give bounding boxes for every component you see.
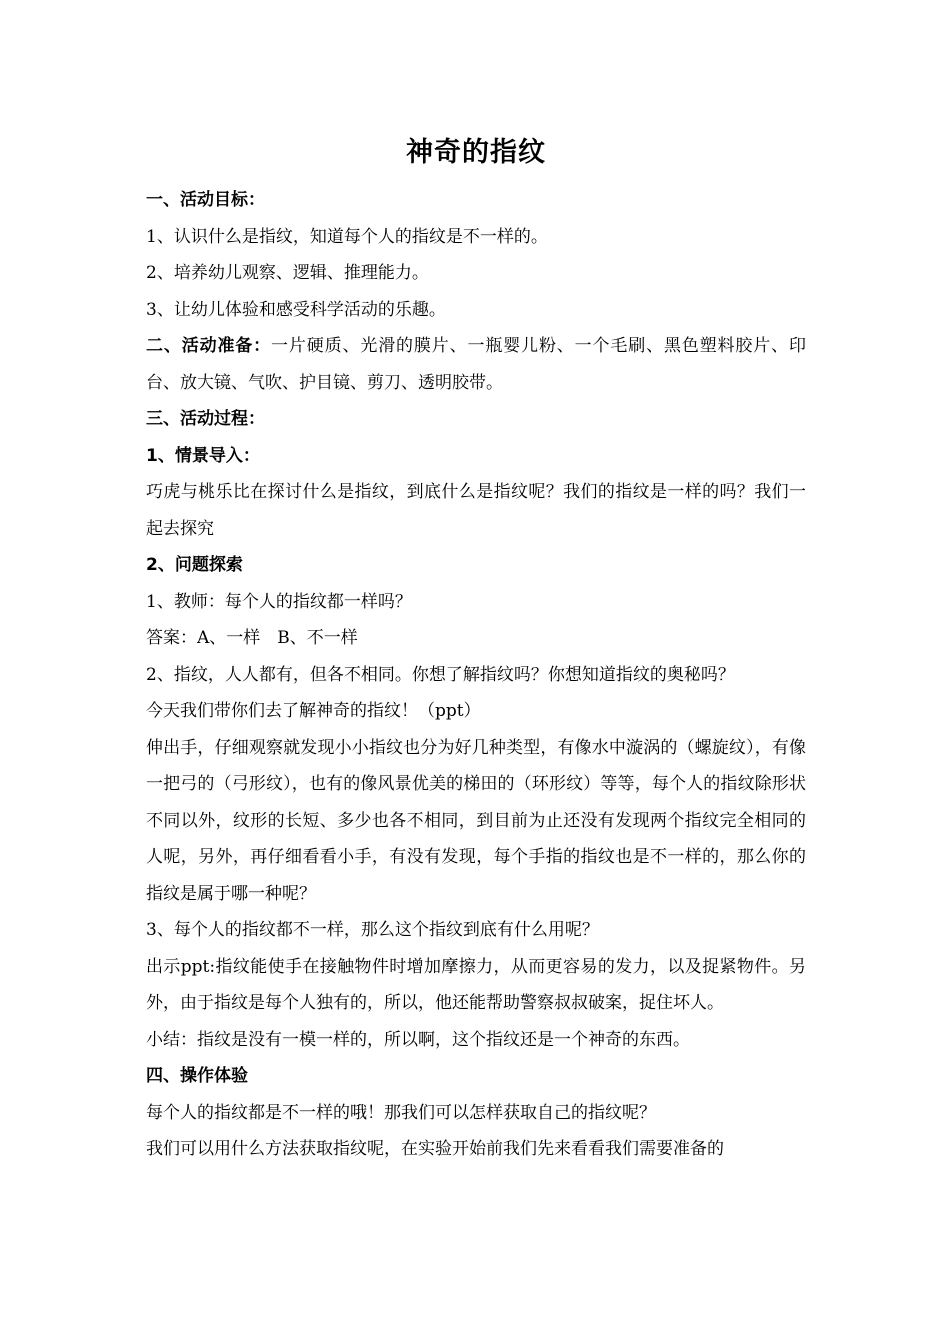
operation-line: 每个人的指纹都是不一样的哦！那我们可以怎样获取自己的指纹呢？ xyxy=(146,1102,656,1123)
intro-paragraph: 巧虎与桃乐比在探讨什么是指纹，到底什么是指纹呢？我们的指纹是一样的吗？我们一起去探究 xyxy=(146,482,806,539)
section-heading-goals: 一、活动目标： xyxy=(146,190,265,210)
answer-options: 答案：A、一样 B、不一样 xyxy=(146,628,358,648)
question-3: 3、每个人的指纹都不一样，那么这个指纹到底有什么用呢？ xyxy=(146,920,599,940)
section-heading-operation: 四、操作体验 xyxy=(146,1066,248,1086)
goal-item: 2、培养幼儿观察、逻辑、推理能力。 xyxy=(146,263,429,283)
question-2: 2、指纹，人人都有，但各不相同。你想了解指纹吗？你想知道指纹的奥秘吗？ xyxy=(146,664,735,685)
fingerprint-use-paragraph: 出示ppt:指纹能使手在接触物件时增加摩擦力，从而更容易的发力，以及捉紧物件。另外，由于指纹是每个人独有的，所以，他还能帮助警察叔叔破案，捉住坏人。 xyxy=(146,956,806,1013)
preparation-text: 一片硬质、光滑的膜片、一瓶婴儿粉、一个毛刷、黑色塑料胶片、印台、放大镜、气吹、护目镜、剪刀、透明胶带。 xyxy=(146,336,807,393)
fingerprint-types-paragraph: 伸出手，仔细观察就发现小小指纹也分为好几种类型，有像水中漩涡的（螺旋纹），有像一把弓的（弓形纹），也有的像风景优美的梯田的（环形纹）等等，每个人的指纹除形状不同以外，纹形的长短、多少也各不相同，到目前为止还没有发现两个指纹完全相同的人呢，另外，再仔细看看小手，有没有发现，每个手指的指纹也是不一样的，那么你的指纹是属于哪一种呢？ xyxy=(146,737,806,904)
document-title: 神奇的指纹 xyxy=(406,137,546,168)
question-1: 1、教师：每个人的指纹都一样吗？ xyxy=(146,591,412,612)
goal-item: 1、认识什么是指纹，知道每个人的指纹是不一样的。 xyxy=(146,226,548,247)
document-page xyxy=(146,128,806,1168)
preparation-paragraph xyxy=(146,328,806,401)
section-heading-preparation: 二、活动准备： xyxy=(146,336,272,356)
subheading-intro: 1、情景导入： xyxy=(146,445,260,466)
goal-item: 3、让幼儿体验和感受科学活动的乐趣。 xyxy=(146,299,446,320)
question-2-continued: 今天我们带你们去了解神奇的指纹！（ppt） xyxy=(146,701,481,721)
summary-line: 小结：指纹是没有一模一样的，所以啊，这个指纹还是一个神奇的东西。 xyxy=(146,1029,690,1050)
operation-line: 我们可以用什么方法获取指纹呢，在实验开始前我们先来看看我们需要准备的 xyxy=(146,1139,724,1159)
subheading-exploration: 2、问题探索 xyxy=(146,555,243,575)
section-heading-process: 三、活动过程： xyxy=(146,409,265,429)
